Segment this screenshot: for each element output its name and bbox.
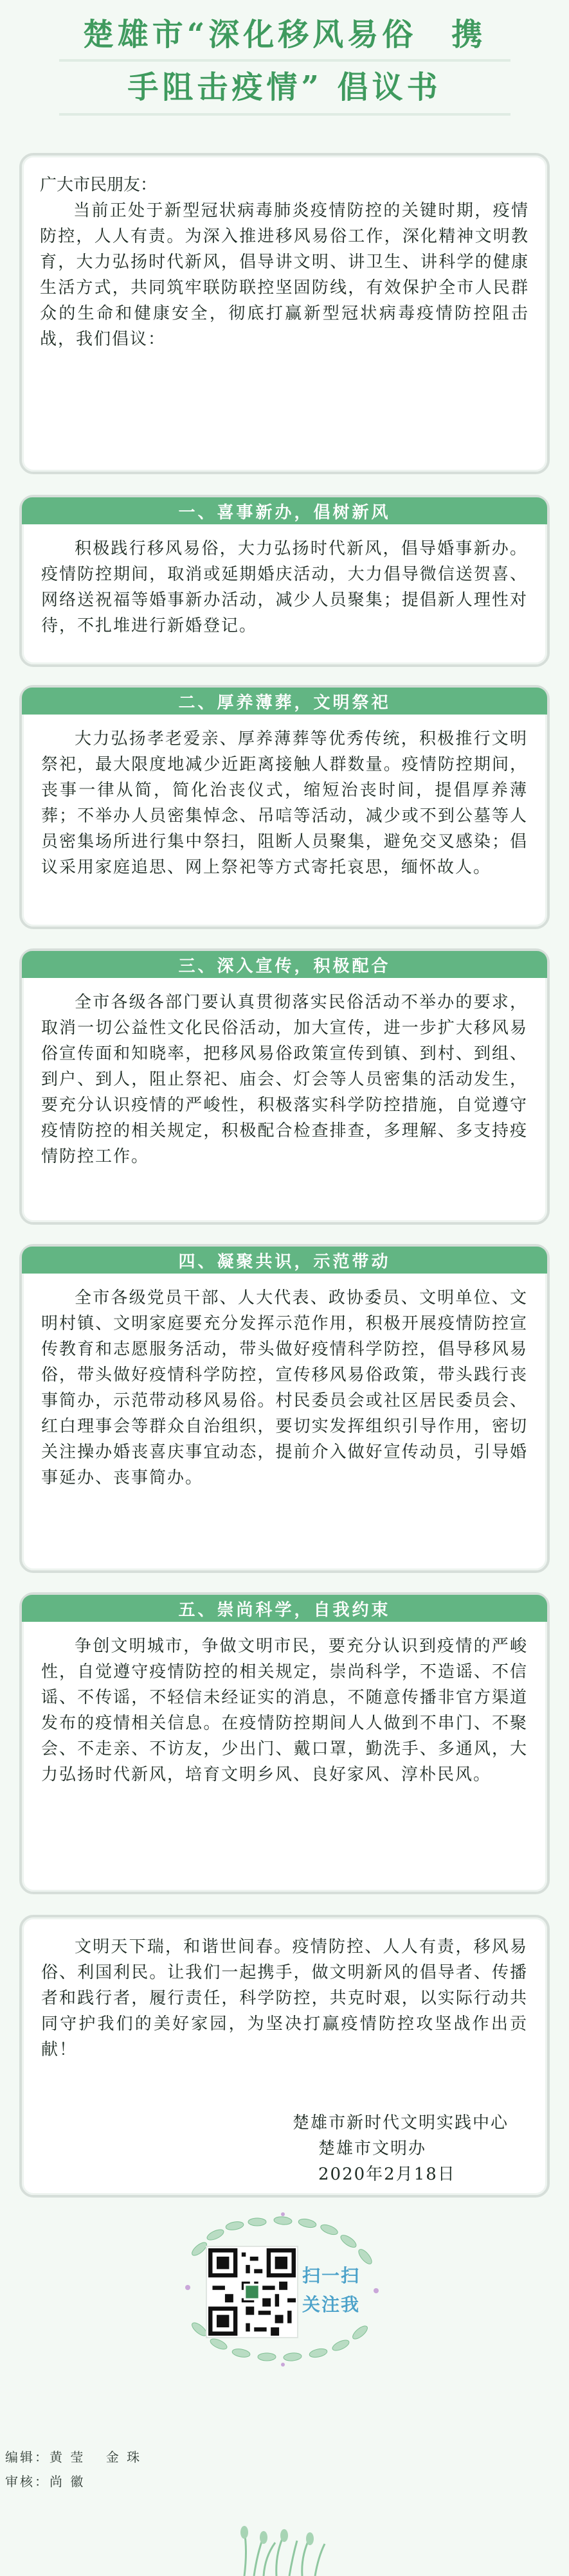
title-line-2: 手阻击疫情” 倡议书	[127, 69, 442, 105]
section-heading-3: 三、深入宣传，积极配合	[22, 951, 547, 978]
section-card-1	[19, 495, 550, 667]
editor-credit: 编辑：黄 莹 金 珠	[5, 2449, 142, 2465]
section-body-3: 全市各级各部门要认真贯彻落实民俗活动不举办的要求，取消一切公益性文化民俗活动，加大宣传，进一步扩大移风易俗宣传面和知晓率，把移风易俗政策宣传到镇、到村、到组、到户、到人，阻止祭祀、庙会、灯会等人员密集的活动发生，要充分认识疫情的严峻性，积极落实科学防控措施，自觉遵守疫情防控的相关规定，积极配合检查排查，多理解、多支持疫情防控工作。	[41, 993, 528, 1166]
signer-2: 楚雄市文明办	[318, 2139, 426, 2158]
section-heading-2: 二、厚养薄葬，文明祭祀	[22, 688, 547, 715]
section-body-2: 大力弘扬孝老爱亲、厚养薄葬等优秀传统，积极推行文明祭祀，最大限度地减少近距离接触人群数量。疫情防控期间，丧事一律从简，简化治丧仪式，缩短治丧时间，提倡厚养薄葬；不举办人员密集悼念、吊唁等活动，减少或不到公墓等人员密集场所进行集中祭扫，阻断人员聚集，避免交叉感染；倡议采用家庭追思、网上祭祀等方式寄托哀思，缅怀故人。	[41, 729, 528, 877]
section-card-4	[19, 1244, 550, 1573]
section-heading-1: 一、喜事新办，倡树新风	[22, 497, 547, 524]
section-heading-4: 四、凝聚共识，示范带动	[22, 1247, 547, 1274]
section-card-2	[19, 685, 550, 929]
signer-1: 楚雄市新时代文明实践中心	[292, 2113, 509, 2133]
qr-section	[161, 2210, 408, 2368]
closing-paragraph: 文明天下瑞，和谐世间春。疫情防控、人人有责，移风易俗、利国利民。让我们一起携手，做文明新风的倡导者、传播者和践行者，履行责任，科学防控，共克时艰，以实际行动共同守护我们的美好家园，为坚决打赢疫情防控攻坚战作出贡献！	[41, 1937, 528, 2059]
section-heading-5: 五、崇尚科学，自我约束	[22, 1595, 547, 1622]
document-title	[0, 0, 569, 129]
signature-date: 2020年2月18日	[318, 2165, 456, 2184]
qr-caption-1: 扫一扫	[302, 2265, 361, 2286]
qr-caption-2: 关注我	[302, 2294, 361, 2315]
section-body-4: 全市各级党员干部、人大代表、政协委员、文明单位、文明村镇、文明家庭要充分发挥示范作用，积极开展疫情防控宣传教育和志愿服务活动，带头做好疫情科学防控，倡导移风易俗，带头做好疫情科学防控，宣传移风易俗政策，带头践行丧事简办，示范带动移风易俗。村民委员会或社区居民委员会、红白理事会等群众自治组织，要切实发挥组织引导作用，密切关注操办婚丧喜庆事宜动态，提前介入做好宣传动员，引导婚事延办、丧事简办。	[41, 1288, 528, 1488]
reviewer-credit: 审核：尚 徽	[5, 2474, 86, 2489]
signature-block	[293, 2110, 509, 2187]
title-underline	[59, 113, 510, 116]
section-body-5: 争创文明城市，争做文明市民，要充分认识到疫情的严峻性，自觉遵守疫情防控的相关规定，崇尚科学，不造谣、不信谣、不传谣，不轻信未经证实的消息，不随意传播非官方渠道发布的疫情相关信息。在疫情防控期间人人做到不串门、不聚会、不走亲、不访友，少出门、戴口罩，勤洗手、多通风，大力弘扬时代新风，培育文明乡风、良好家风、淳朴民风。	[41, 1637, 528, 1784]
title-line-1: 楚雄市“深化移风易俗 携	[82, 17, 487, 53]
section-body-1: 积极践行移风易俗，大力弘扬时代新风，倡导婚事新办。疫情防控期间，取消或延期婚庆活动，大力倡导微信送贺喜、网络送祝福等婚事新办活动，减少人员聚集；提倡新人理性对待，不扎堆进行新婚登记。	[41, 539, 528, 635]
intro-paragraph: 当前正处于新型冠状病毒肺炎疫情防控的关键时期，疫情防控，人人有责。为深入推进移风易俗工作，深化精神文明教育，大力弘扬时代新风，倡导讲文明、讲卫生、讲科学的健康生活方式，共同筑牢联防联控坚固防线，有效保护全市人民群众的生命和健康安全，彻底打赢新型冠状病毒疫情防控阻击战，我们倡议：	[40, 201, 529, 349]
grass-decoration-icon	[0, 2525, 569, 2576]
intro-card	[19, 153, 550, 474]
greeting: 广大市民朋友：	[40, 175, 158, 195]
title-underline	[59, 59, 510, 62]
qr-code[interactable]	[206, 2246, 298, 2338]
section-card-3	[19, 948, 550, 1225]
closing-card	[19, 1915, 550, 2198]
section-card-5	[19, 1592, 550, 1894]
qr-code-icon	[208, 2248, 296, 2336]
